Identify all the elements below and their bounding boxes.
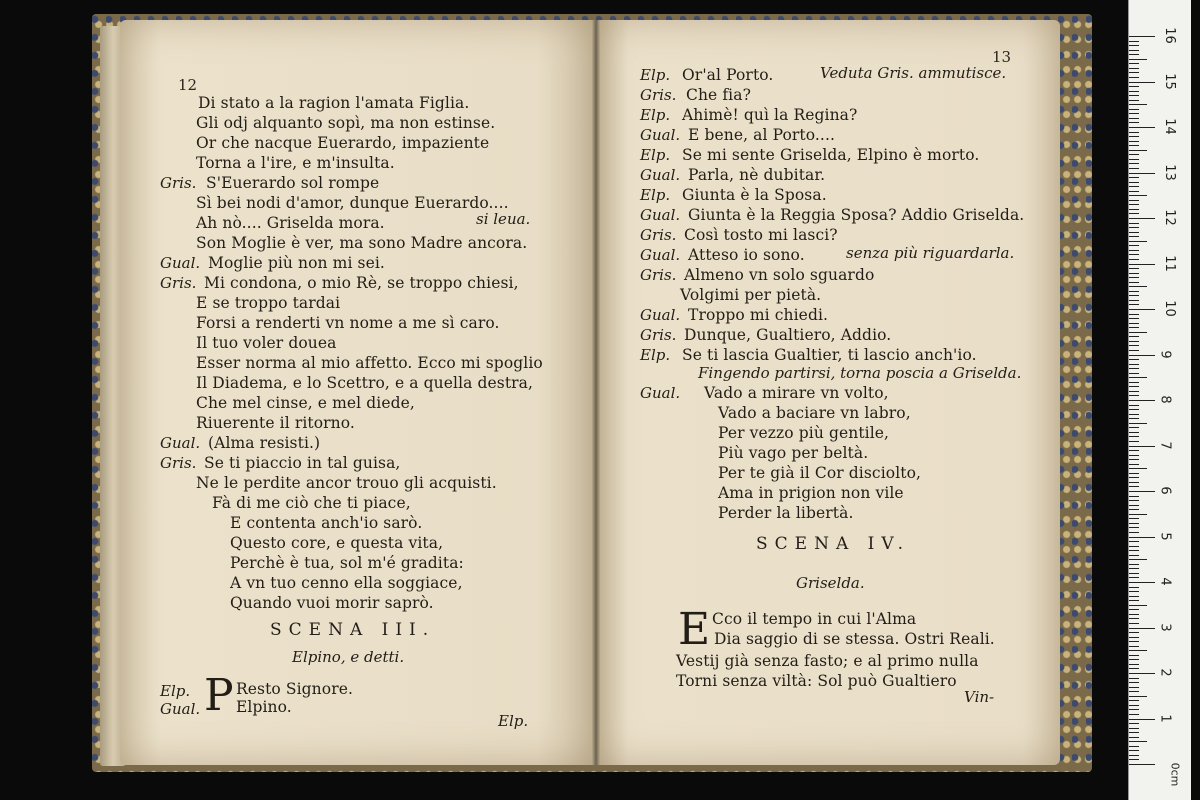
ruler-tick xyxy=(1129,91,1139,92)
ruler-tick xyxy=(1129,564,1139,565)
ruler-tick xyxy=(1129,687,1139,688)
ruler-tick xyxy=(1129,127,1155,128)
ruler-tick xyxy=(1129,118,1139,119)
ruler-tick xyxy=(1129,336,1139,337)
ruler-tick xyxy=(1129,54,1139,55)
ruler-number: 4 xyxy=(1157,577,1173,586)
ruler-tick xyxy=(1129,295,1139,296)
left-line-5: S'Euerardo sol rompe xyxy=(206,174,380,192)
ruler-tick xyxy=(1129,177,1139,178)
right-page-number: 13 xyxy=(992,48,1012,66)
right-speaker-5: Elp. xyxy=(640,146,671,164)
ruler-tick xyxy=(1129,482,1139,483)
ruler-tick xyxy=(1129,682,1139,683)
ruler-tick xyxy=(1129,168,1139,169)
left-stage-direction: si leua. xyxy=(476,210,531,228)
ruler-tick xyxy=(1129,486,1139,487)
ruler-number: 5 xyxy=(1157,531,1173,541)
ruler-unit-label: 0cm xyxy=(1168,762,1182,787)
left-line-18: (Alma resisti.) xyxy=(208,434,321,452)
right-line-18: Per vezzo più gentile, xyxy=(718,424,890,442)
ruler-tick xyxy=(1129,68,1139,69)
ruler-tick xyxy=(1129,141,1139,142)
right-line-2: Che fia? xyxy=(686,86,751,104)
right-line-13: Troppo mi chiedi. xyxy=(688,306,829,324)
left-line-14: Esser norma al mio affetto. Ecco mi spoglio xyxy=(196,354,543,372)
right-speaker-9: Gris. xyxy=(640,226,677,244)
right-line-4: E bene, al Porto.... xyxy=(688,126,836,144)
ruler-tick xyxy=(1129,632,1139,633)
right-speaker-11: Gris. xyxy=(640,266,677,284)
ruler-tick xyxy=(1129,577,1139,578)
ruler-number: 11 xyxy=(1161,254,1177,272)
ruler-tick xyxy=(1129,236,1139,237)
right-line-22: Perder la libertà. xyxy=(718,504,854,522)
ruler-tick xyxy=(1129,605,1147,606)
ruler-tick xyxy=(1129,395,1139,396)
right-line-12: Volgimi per pietà. xyxy=(680,286,822,304)
ruler-tick xyxy=(1129,227,1139,228)
ruler-number: 2 xyxy=(1157,668,1173,677)
right-speaker-4: Gual. xyxy=(640,126,681,144)
ruler-tick xyxy=(1129,359,1139,360)
ruler-tick xyxy=(1129,241,1147,242)
ruler-number: 6 xyxy=(1157,486,1173,495)
ruler-tick xyxy=(1129,527,1139,528)
ruler-tick xyxy=(1129,464,1139,465)
ruler-tick xyxy=(1129,532,1139,533)
ruler-tick xyxy=(1129,514,1147,515)
ruler-number: 14 xyxy=(1161,118,1177,135)
ruler-tick xyxy=(1129,291,1139,292)
ruler-tick xyxy=(1129,709,1139,710)
ruler-tick xyxy=(1129,436,1139,437)
ruler-number: 3 xyxy=(1157,622,1173,632)
ruler-tick xyxy=(1129,637,1139,638)
left-line-11: E se troppo tardai xyxy=(196,294,341,312)
left-speaker-2: Gual. xyxy=(160,254,201,272)
ruler-tick xyxy=(1129,587,1139,588)
left-line-4: Torna a l'ire, e m'insulta. xyxy=(196,154,395,172)
left-speaker-4: Gual. xyxy=(160,434,201,452)
ruler-tick xyxy=(1129,723,1139,724)
ruler-tick xyxy=(1129,341,1139,342)
left-line-26: Quando vuoi morir saprò. xyxy=(230,594,434,612)
ruler-tick xyxy=(1129,523,1139,524)
left-line-17: Riuerente il ritorno. xyxy=(196,414,355,432)
left-line-22: E contenta anch'io sarò. xyxy=(230,514,423,532)
ruler-tick xyxy=(1129,509,1139,510)
ruler-tick xyxy=(1129,405,1139,406)
ruler-tick xyxy=(1129,573,1139,574)
right-line-8: Giunta è la Reggia Sposa? Addio Griselda. xyxy=(688,206,1025,224)
ruler-tick xyxy=(1129,277,1139,278)
left-line-9: Moglie più non mi sei. xyxy=(208,254,385,272)
ruler-tick xyxy=(1129,191,1139,192)
ruler-tick xyxy=(1129,764,1155,765)
right-speaker-15: Gual. xyxy=(640,384,681,402)
ruler-tick xyxy=(1129,400,1155,401)
ruler-tick xyxy=(1129,496,1139,497)
left-page-number: 12 xyxy=(178,76,198,94)
ruler-tick xyxy=(1129,714,1139,715)
ruler-tick xyxy=(1129,391,1139,392)
ruler-tick xyxy=(1129,668,1139,669)
ruler-tick xyxy=(1129,659,1139,660)
ruler-tick xyxy=(1129,541,1139,542)
ruler-tick xyxy=(1129,163,1139,164)
ruler-tick xyxy=(1129,264,1155,265)
ruler-tick xyxy=(1129,750,1139,751)
ruler-tick xyxy=(1129,373,1139,374)
right-bottom-line-1: Cco il tempo in cui l'Alma xyxy=(712,610,917,628)
ruler-tick xyxy=(1129,614,1139,615)
ruler-tick xyxy=(1129,759,1139,760)
ruler-number: 13 xyxy=(1161,163,1177,181)
right-line-3: Ahimè! quì la Regina? xyxy=(682,106,858,124)
ruler-tick xyxy=(1129,273,1139,274)
ruler-tick xyxy=(1129,323,1139,324)
left-bottom-speaker-1: Elp. xyxy=(160,682,191,700)
measuring-ruler xyxy=(1128,0,1191,800)
right-speaker-7: Elp. xyxy=(640,186,671,204)
ruler-number: 9 xyxy=(1157,349,1173,359)
right-stage-direction-3: Fingendo partirsi, torna poscia a Griselda. xyxy=(698,364,1022,382)
ruler-number: 12 xyxy=(1161,209,1177,226)
right-speaker-2: Gris. xyxy=(640,86,677,104)
ruler-tick xyxy=(1129,368,1139,369)
ruler-tick xyxy=(1129,441,1139,442)
book-gutter xyxy=(592,20,600,765)
ruler-tick xyxy=(1129,50,1139,51)
ruler-tick xyxy=(1129,186,1139,187)
right-speaker-3: Elp. xyxy=(640,106,671,124)
ruler-tick xyxy=(1129,314,1139,315)
right-speaker-6: Gual. xyxy=(640,166,681,184)
ruler-tick xyxy=(1129,705,1139,706)
ruler-tick xyxy=(1129,678,1139,679)
ruler-tick xyxy=(1129,59,1147,60)
left-line-10: Mi condona, o mio Rè, se troppo chiesi, xyxy=(204,274,519,292)
right-speaker-12: Gual. xyxy=(640,306,681,324)
right-speaker-10: Gual. xyxy=(640,246,681,264)
ruler-tick xyxy=(1129,63,1139,64)
left-line-23: Questo core, e questa vita, xyxy=(230,534,444,552)
ruler-number: 10 xyxy=(1161,300,1177,317)
ruler-tick xyxy=(1129,223,1139,224)
ruler-tick xyxy=(1129,696,1147,697)
right-line-20: Per te già il Cor disciolto, xyxy=(718,464,922,482)
ruler-tick xyxy=(1129,113,1139,114)
ruler-tick xyxy=(1129,332,1147,333)
ruler-tick xyxy=(1129,477,1139,478)
ruler-tick xyxy=(1129,473,1139,474)
left-bottom-line-1: Resto Signore. xyxy=(236,680,354,698)
right-drop-cap: E xyxy=(678,604,711,655)
right-stage-direction-2: senza più riguardarla. xyxy=(846,244,1015,262)
left-speaker-3: Gris. xyxy=(160,274,197,292)
ruler-tick xyxy=(1129,664,1139,665)
ruler-tick xyxy=(1129,213,1139,214)
ruler-tick xyxy=(1129,728,1139,729)
right-catchword: Vin- xyxy=(964,688,995,706)
ruler-tick xyxy=(1129,446,1155,447)
ruler-tick xyxy=(1129,673,1155,674)
ruler-tick xyxy=(1129,537,1155,538)
ruler-number: 15 xyxy=(1161,72,1177,90)
ruler-tick xyxy=(1129,600,1139,601)
ruler-tick xyxy=(1129,86,1139,87)
scene-heading-iv: SCENA IV. xyxy=(756,534,911,554)
ruler-tick xyxy=(1129,609,1139,610)
left-line-7: Ah nò.... Griselda mora. xyxy=(196,214,385,232)
ruler-tick xyxy=(1129,150,1147,151)
right-bottom-line-4: Torni senza viltà: Sol può Gualtiero xyxy=(676,672,957,690)
left-line-19: Se ti piaccio in tal guisa, xyxy=(204,454,401,472)
right-line-5: Se mi sente Griselda, Elpino è morto. xyxy=(682,146,980,164)
ruler-tick xyxy=(1129,418,1139,419)
ruler-tick xyxy=(1129,755,1139,756)
ruler-tick xyxy=(1129,423,1147,424)
ruler-number: 16 xyxy=(1161,27,1177,44)
ruler-tick xyxy=(1129,355,1155,356)
ruler-tick xyxy=(1129,145,1139,146)
right-line-21: Ama in prigion non vile xyxy=(718,484,904,502)
ruler-tick xyxy=(1129,732,1139,733)
scene-iii-characters: Elpino, e detti. xyxy=(292,648,405,666)
right-line-14: Dunque, Gualtiero, Addio. xyxy=(684,326,892,344)
ruler-tick xyxy=(1129,746,1139,747)
right-speaker-1: Elp. xyxy=(640,66,671,84)
ruler-tick xyxy=(1129,596,1139,597)
ruler-tick xyxy=(1129,618,1139,619)
ruler-tick xyxy=(1129,282,1139,283)
ruler-tick xyxy=(1129,268,1139,269)
ruler-tick xyxy=(1129,628,1155,629)
ruler-tick xyxy=(1129,300,1139,301)
ruler-tick xyxy=(1129,646,1139,647)
ruler-tick xyxy=(1129,555,1139,556)
right-line-9: Così tosto mi lasci? xyxy=(684,226,838,244)
ruler-tick xyxy=(1129,450,1139,451)
ruler-tick xyxy=(1129,72,1139,73)
ruler-tick xyxy=(1129,309,1155,310)
ruler-tick xyxy=(1129,109,1139,110)
ruler-tick xyxy=(1129,719,1155,720)
ruler-tick xyxy=(1129,195,1147,196)
ruler-tick xyxy=(1129,45,1139,46)
ruler-tick xyxy=(1129,250,1139,251)
left-bottom-speaker-2: Gual. xyxy=(160,700,201,718)
ruler-number: 7 xyxy=(1157,440,1173,450)
ruler-tick xyxy=(1129,82,1155,83)
ruler-tick xyxy=(1129,77,1139,78)
ruler-tick xyxy=(1129,136,1139,137)
left-bottom-line-2: Elpino. xyxy=(236,698,292,716)
ruler-tick xyxy=(1129,154,1139,155)
left-catchword: Elp. xyxy=(498,712,529,730)
ruler-tick xyxy=(1129,641,1139,642)
ruler-tick xyxy=(1129,491,1155,492)
left-line-2: Gli odj alquanto sopì, ma non estinse. xyxy=(196,114,496,132)
ruler-tick xyxy=(1129,546,1139,547)
scene-heading-iii: SCENA III. xyxy=(270,620,436,640)
ruler-tick xyxy=(1129,218,1155,219)
left-line-8: Son Moglie è ver, ma sono Madre ancora. xyxy=(196,234,528,252)
left-line-25: A vn tuo cenno ella soggiace, xyxy=(230,574,463,592)
left-line-12: Forsi a renderti vn nome a me sì caro. xyxy=(196,314,500,332)
ruler-tick xyxy=(1129,122,1139,123)
ruler-tick xyxy=(1129,414,1139,415)
ruler-tick xyxy=(1129,386,1139,387)
right-speaker-8: Gual. xyxy=(640,206,681,224)
left-line-3: Or che nacque Euerardo, impaziente xyxy=(196,134,490,152)
ruler-tick xyxy=(1129,655,1139,656)
ruler-tick xyxy=(1129,204,1139,205)
left-line-21: Fà di me ciò che ti piace, xyxy=(212,494,411,512)
ruler-tick xyxy=(1129,173,1155,174)
ruler-tick xyxy=(1129,350,1139,351)
right-bottom-line-3: Vestij già senza fasto; e al primo nulla xyxy=(676,652,979,670)
ruler-tick xyxy=(1129,95,1139,96)
ruler-tick xyxy=(1129,345,1139,346)
right-line-11: Almeno vn solo sguardo xyxy=(684,266,875,284)
ruler-tick xyxy=(1129,505,1139,506)
left-line-15: Il Diadema, e lo Scettro, e a quella destra, xyxy=(196,374,534,392)
ruler-tick xyxy=(1129,409,1139,410)
ruler-tick xyxy=(1129,100,1139,101)
right-line-19: Più vago per beltà. xyxy=(718,444,869,462)
ruler-tick xyxy=(1129,132,1139,133)
right-stage-direction-1: Veduta Gris. ammutisce. xyxy=(820,64,1007,82)
left-line-6: Sì bei nodi d'amor, dunque Euerardo.... xyxy=(196,194,509,212)
ruler-tick xyxy=(1129,286,1147,287)
left-line-20: Ne le perdite ancor trouo gli acquisti. xyxy=(196,474,497,492)
right-line-1: Or'al Porto. xyxy=(682,66,774,84)
ruler-tick xyxy=(1129,500,1139,501)
left-speaker-1: Gris. xyxy=(160,174,197,192)
ruler-tick xyxy=(1129,737,1139,738)
right-speaker-13: Gris. xyxy=(640,326,677,344)
ruler-tick xyxy=(1129,700,1139,701)
ruler-tick xyxy=(1129,455,1139,456)
ruler-number: 1 xyxy=(1157,713,1173,723)
right-bottom-line-2: Dia saggio di se stessa. Ostri Reali. xyxy=(714,630,995,648)
right-line-6: Parla, nè dubitar. xyxy=(688,166,826,184)
ruler-tick xyxy=(1129,245,1139,246)
left-line-16: Che mel cinse, e mel diede, xyxy=(196,394,415,412)
ruler-tick xyxy=(1129,232,1139,233)
ruler-tick xyxy=(1129,591,1139,592)
ruler-tick xyxy=(1129,200,1139,201)
ruler-tick xyxy=(1129,377,1147,378)
ruler-tick xyxy=(1129,254,1139,255)
ruler-tick xyxy=(1129,559,1147,560)
ruler-tick xyxy=(1129,623,1139,624)
ruler-tick xyxy=(1129,159,1139,160)
ruler-tick xyxy=(1129,582,1155,583)
ruler-tick xyxy=(1129,36,1155,37)
left-drop-cap: P xyxy=(204,670,234,721)
left-line-1: Di stato a la ragion l'amata Figlia. xyxy=(198,94,470,112)
ruler-tick xyxy=(1129,550,1139,551)
right-line-15: Se ti lascia Gualtier, ti lascio anch'io. xyxy=(682,346,977,364)
right-line-10: Atteso io sono. xyxy=(688,246,805,264)
ruler-tick xyxy=(1129,364,1139,365)
ruler-tick xyxy=(1129,468,1147,469)
ruler-tick xyxy=(1129,568,1139,569)
ruler-tick xyxy=(1129,259,1139,260)
ruler-tick xyxy=(1129,427,1139,428)
ruler-tick xyxy=(1129,518,1139,519)
ruler-tick xyxy=(1129,327,1139,328)
ruler-tick xyxy=(1129,650,1147,651)
right-line-16: Vado a mirare vn volto, xyxy=(704,384,889,402)
ruler-tick xyxy=(1129,41,1139,42)
ruler-tick xyxy=(1129,304,1139,305)
left-line-24: Perchè è tua, sol m'é gradita: xyxy=(230,554,464,572)
ruler-tick xyxy=(1129,182,1139,183)
right-line-7: Giunta è la Sposa. xyxy=(682,186,827,204)
ruler-tick xyxy=(1129,318,1139,319)
left-speaker-5: Gris. xyxy=(160,454,197,472)
ruler-tick xyxy=(1129,209,1139,210)
left-line-13: Il tuo voler douea xyxy=(196,334,337,352)
ruler-tick xyxy=(1129,459,1139,460)
ruler-tick xyxy=(1129,691,1139,692)
ruler-tick xyxy=(1129,741,1147,742)
right-speaker-14: Elp. xyxy=(640,346,671,364)
right-line-17: Vado a baciare vn labro, xyxy=(718,404,911,422)
ruler-tick xyxy=(1129,104,1147,105)
ruler-number: 8 xyxy=(1157,395,1173,404)
ruler-tick xyxy=(1129,432,1139,433)
scene-iv-characters: Griselda. xyxy=(796,574,865,592)
ruler-tick xyxy=(1129,382,1139,383)
